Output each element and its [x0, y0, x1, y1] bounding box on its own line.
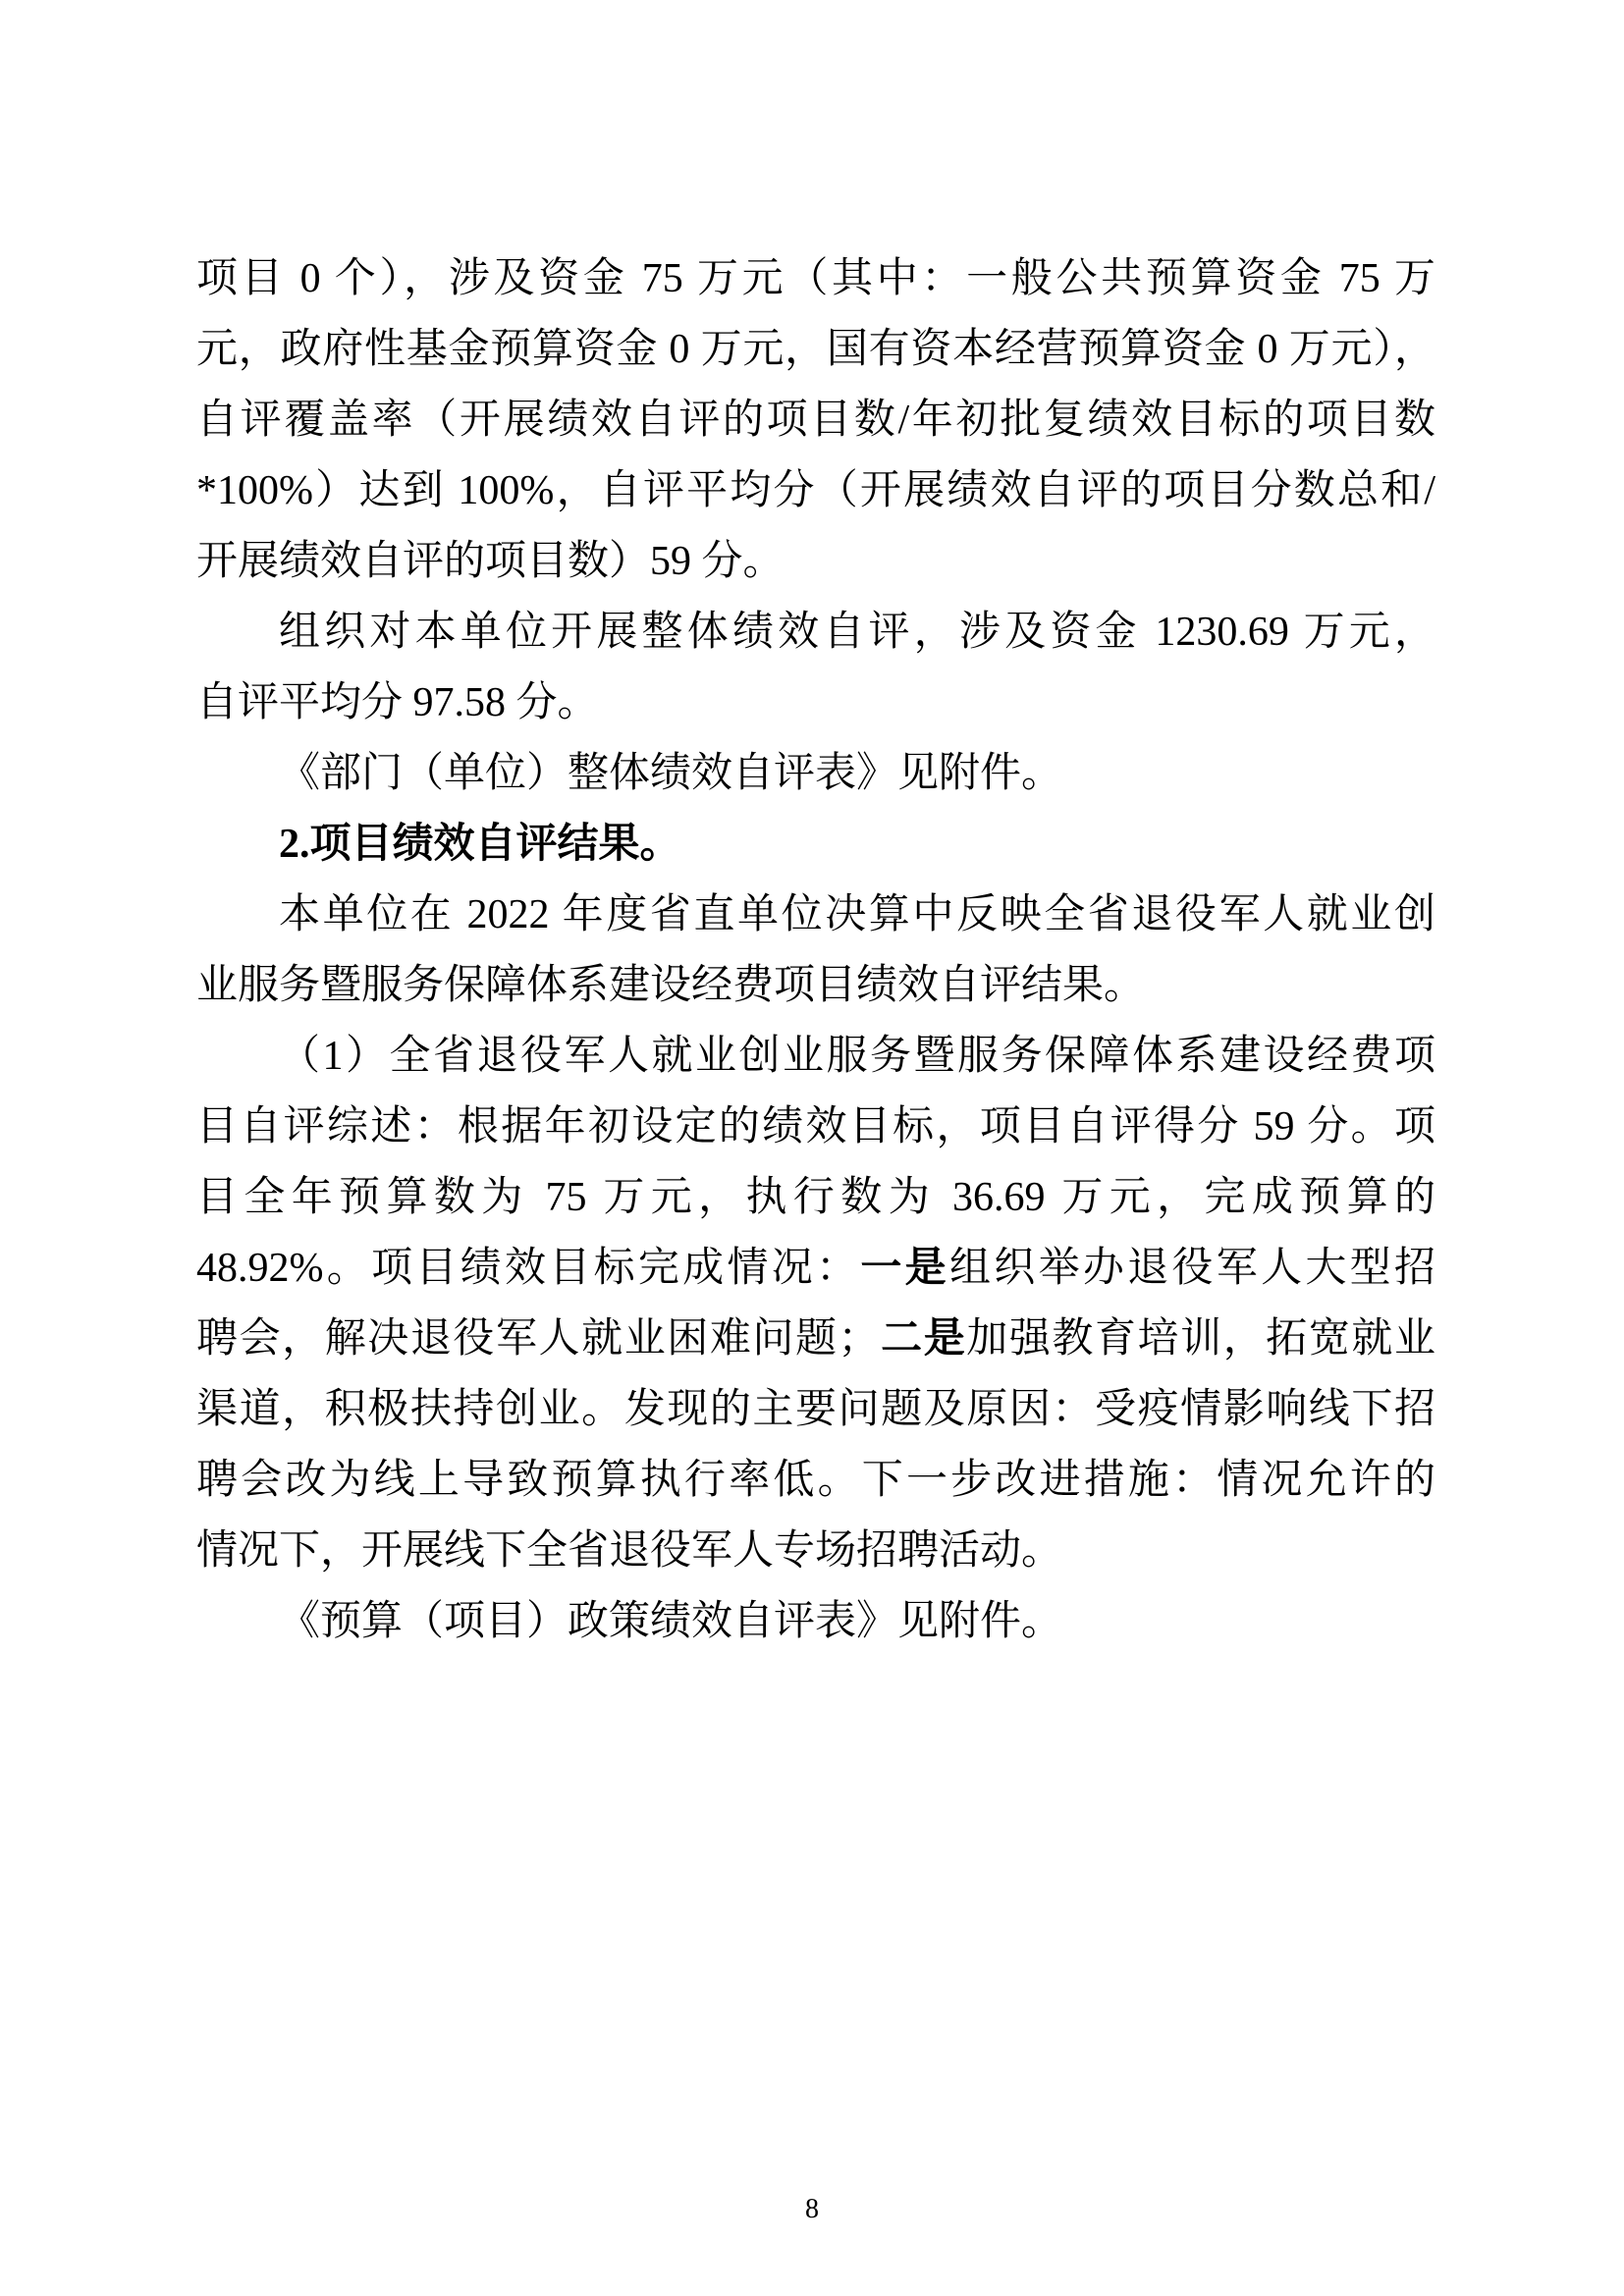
text-segment: 48.92%。项目绩效目标完成情况： [196, 1246, 861, 1291]
text-line [196, 809, 1435, 880]
text-line [196, 1445, 1435, 1516]
text-segment: 项目 0 个），涉及资金 75 万元（其中：一般公共预算资金 75 万 [196, 256, 1435, 301]
text-segment: 聘会改为线上导致预算执行率低。下一步改进措施：情况允许的 [196, 1458, 1435, 1503]
text-line [196, 880, 1435, 950]
text-line [196, 314, 1435, 385]
text-segment: 《预算（项目）政策绩效自评表》见附件。 [279, 1599, 1063, 1644]
bold-emphasis-segment: 一是 [860, 1246, 949, 1291]
text-line [196, 1304, 1435, 1374]
text-segment: 组织举办退役军人大型招 [948, 1246, 1435, 1291]
text-segment: *100%）达到 100%，自评平均分（开展绩效自评的项目分数总和/ [196, 468, 1435, 513]
text-segment: 聘会，解决退役军人就业困难问题； [196, 1316, 880, 1362]
text-segment: 加强教育培训，拓宽就业 [966, 1316, 1435, 1362]
document-body [196, 243, 1435, 1657]
text-line [196, 950, 1435, 1021]
text-segment: 业服务暨服务保障体系建设经费项目绩效自评结果。 [196, 963, 1146, 1008]
text-line [196, 526, 1435, 597]
text-segment: 自评覆盖率（开展绩效自评的项目数/年初批复绩效目标的项目数 [196, 398, 1435, 443]
text-line [196, 738, 1435, 809]
text-line [196, 667, 1435, 738]
bold-emphasis-segment: 二是 [879, 1316, 967, 1362]
text-line [196, 1162, 1435, 1233]
text-segment: 目自评综述：根据年初设定的绩效目标，项目自评得分 59 分。项 [196, 1104, 1435, 1149]
text-line [196, 1233, 1435, 1304]
text-segment: 渠道，积极扶持创业。发现的主要问题及原因：受疫情影响线下招 [196, 1387, 1435, 1432]
text-segment: 自评平均分 97.58 分。 [196, 680, 599, 725]
bold-emphasis-segment: 2.项目绩效自评结果。 [279, 822, 681, 867]
text-line [196, 597, 1435, 667]
text-line [196, 1374, 1435, 1445]
text-line [196, 455, 1435, 526]
text-line [196, 385, 1435, 455]
text-segment: 情况下，开展线下全省退役军人专场招聘活动。 [196, 1528, 1063, 1574]
text-segment: 目全年预算数为 75 万元，执行数为 36.69 万元，完成预算的 [196, 1175, 1435, 1220]
text-segment: 《部门（单位）整体绩效自评表》见附件。 [279, 751, 1063, 796]
text-segment: 本单位在 2022 年度省直单位决算中反映全省退役军人就业创 [279, 892, 1435, 937]
text-segment: 组织对本单位开展整体绩效自评，涉及资金 1230.69 万元， [279, 610, 1435, 655]
text-segment: 开展绩效自评的项目数）59 分。 [196, 539, 785, 584]
text-line [196, 1021, 1435, 1092]
page-number: 8 [805, 2194, 819, 2224]
text-line [196, 1586, 1435, 1657]
text-line [196, 1516, 1435, 1586]
text-segment: 元，政府性基金预算资金 0 万元，国有资本经营预算资金 0 万元）， [196, 327, 1435, 372]
text-line [196, 1092, 1435, 1162]
text-line [196, 243, 1435, 314]
text-segment: （1）全省退役军人就业创业服务暨服务保障体系建设经费项 [279, 1034, 1435, 1079]
